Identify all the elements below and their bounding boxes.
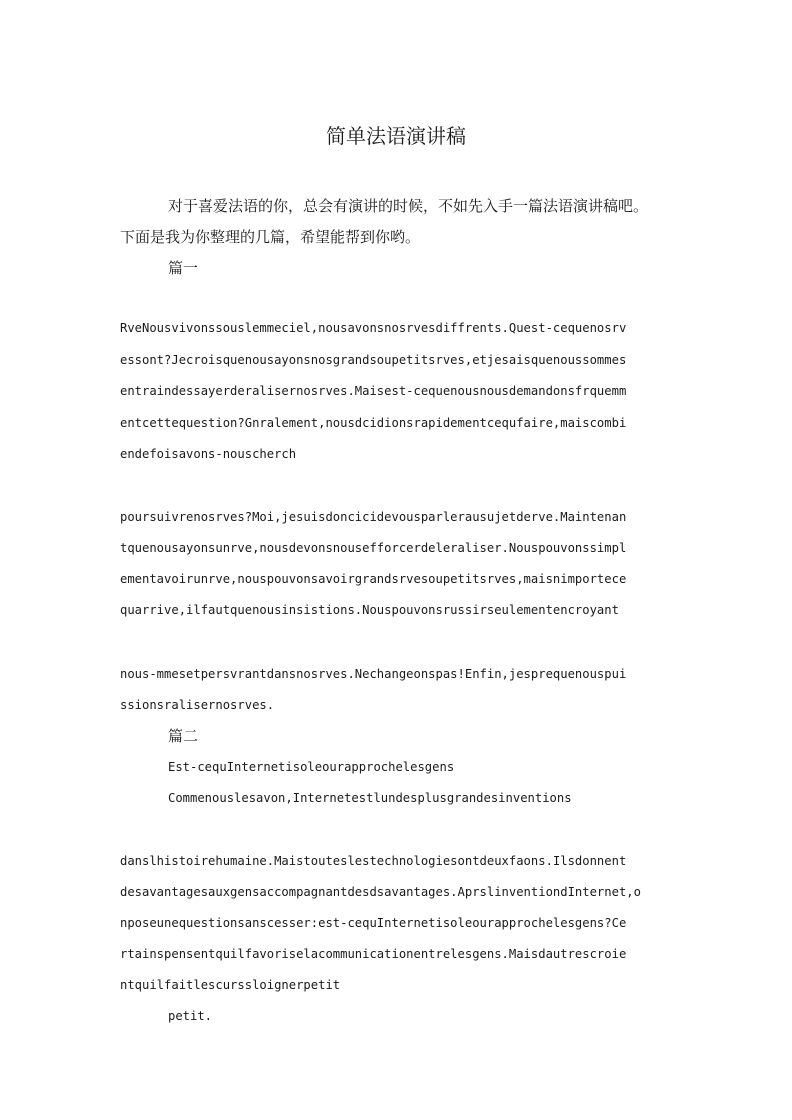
section2-para1-line-3: nposeunequestionsanscesser:est-cequInternetisoleourapprochelesgens?Ce	[120, 916, 627, 930]
document-title: 简单法语演讲稿	[326, 124, 466, 148]
section1-para2-line-4: quarrive,ilfautquenousinsistions.Nouspouvonsrussirseulementencroyant	[120, 603, 619, 617]
section2-para1-line-2: desavantagesauxgensaccompagnantdesdsavantages.AprslinventiondInternet,o	[120, 885, 641, 899]
intro-line-1: 对于喜爱法语的你，总会有演讲的时候，不如先入手一篇法语演讲稿吧。	[168, 197, 649, 215]
section2-heading: 篇二	[168, 727, 199, 745]
section1-para1-line-4: entcettequestion?Gnralement,nousdcidionsrapidementcequfaire,maiscombi	[120, 416, 627, 430]
section2-para1-line-4: rtainspensentquilfavoriselacommunicationentrelesgens.Maisdautrescroie	[120, 947, 627, 961]
section1-para3-line-2: ssionsralisernosrves.	[120, 698, 275, 712]
section1-para1-line-3: entraindessayerderalisernosrves.Maisest-cequenousnousdemandonsfrquemm	[120, 384, 627, 398]
section1-heading: 篇一	[168, 259, 199, 277]
section1-para2-line-2: tquenousayonsunrve,nousdevonsnousefforcerdeleraliser.Nouspouvonssimpl	[120, 541, 627, 555]
section2-intro: Commenouslesavon,Internetestlundesplusgrandesinventions	[168, 791, 572, 805]
section2-para1-line-1: danslhistoirehumaine.Maistouteslestechnologiesontdeuxfaons.Ilsdonnent	[120, 854, 627, 868]
section2-para1-line-5: ntquilfaitlescurssloignerpetit	[120, 978, 341, 992]
section1-para1-line-1: RveNousvivonssouslemmeciel,nousavonsnosrvesdiffrents.Quest-cequenosrv	[120, 321, 627, 335]
section2-title: Est-cequInternetisoleourapprochelesgens	[168, 760, 455, 774]
intro-line-2: 下面是我为你整理的几篇，希望能帮到你哟。	[120, 228, 421, 246]
section2-tail: petit.	[168, 1009, 213, 1023]
section1-para3-line-1: nous-mmesetpersvrantdansnosrves.Nechangeonspas!Enfin,jesprequenouspui	[120, 667, 627, 681]
section1-para1-line-5: endefoisavons-nouscherch	[120, 447, 297, 461]
section1-para1-line-2: essont?Jecroisquenousayonsnosgrandsoupetitsrves,etjesaisquenoussommes	[120, 353, 627, 367]
section1-para2-line-3: ementavoirunrve,nouspouvonsavoirgrandsrvesoupetitsrves,maisnimportece	[120, 572, 627, 586]
section1-para2-line-1: poursuivrenosrves?Moi,jesuisdoncicidevousparlerausujetderve.Maintenan	[120, 510, 627, 524]
